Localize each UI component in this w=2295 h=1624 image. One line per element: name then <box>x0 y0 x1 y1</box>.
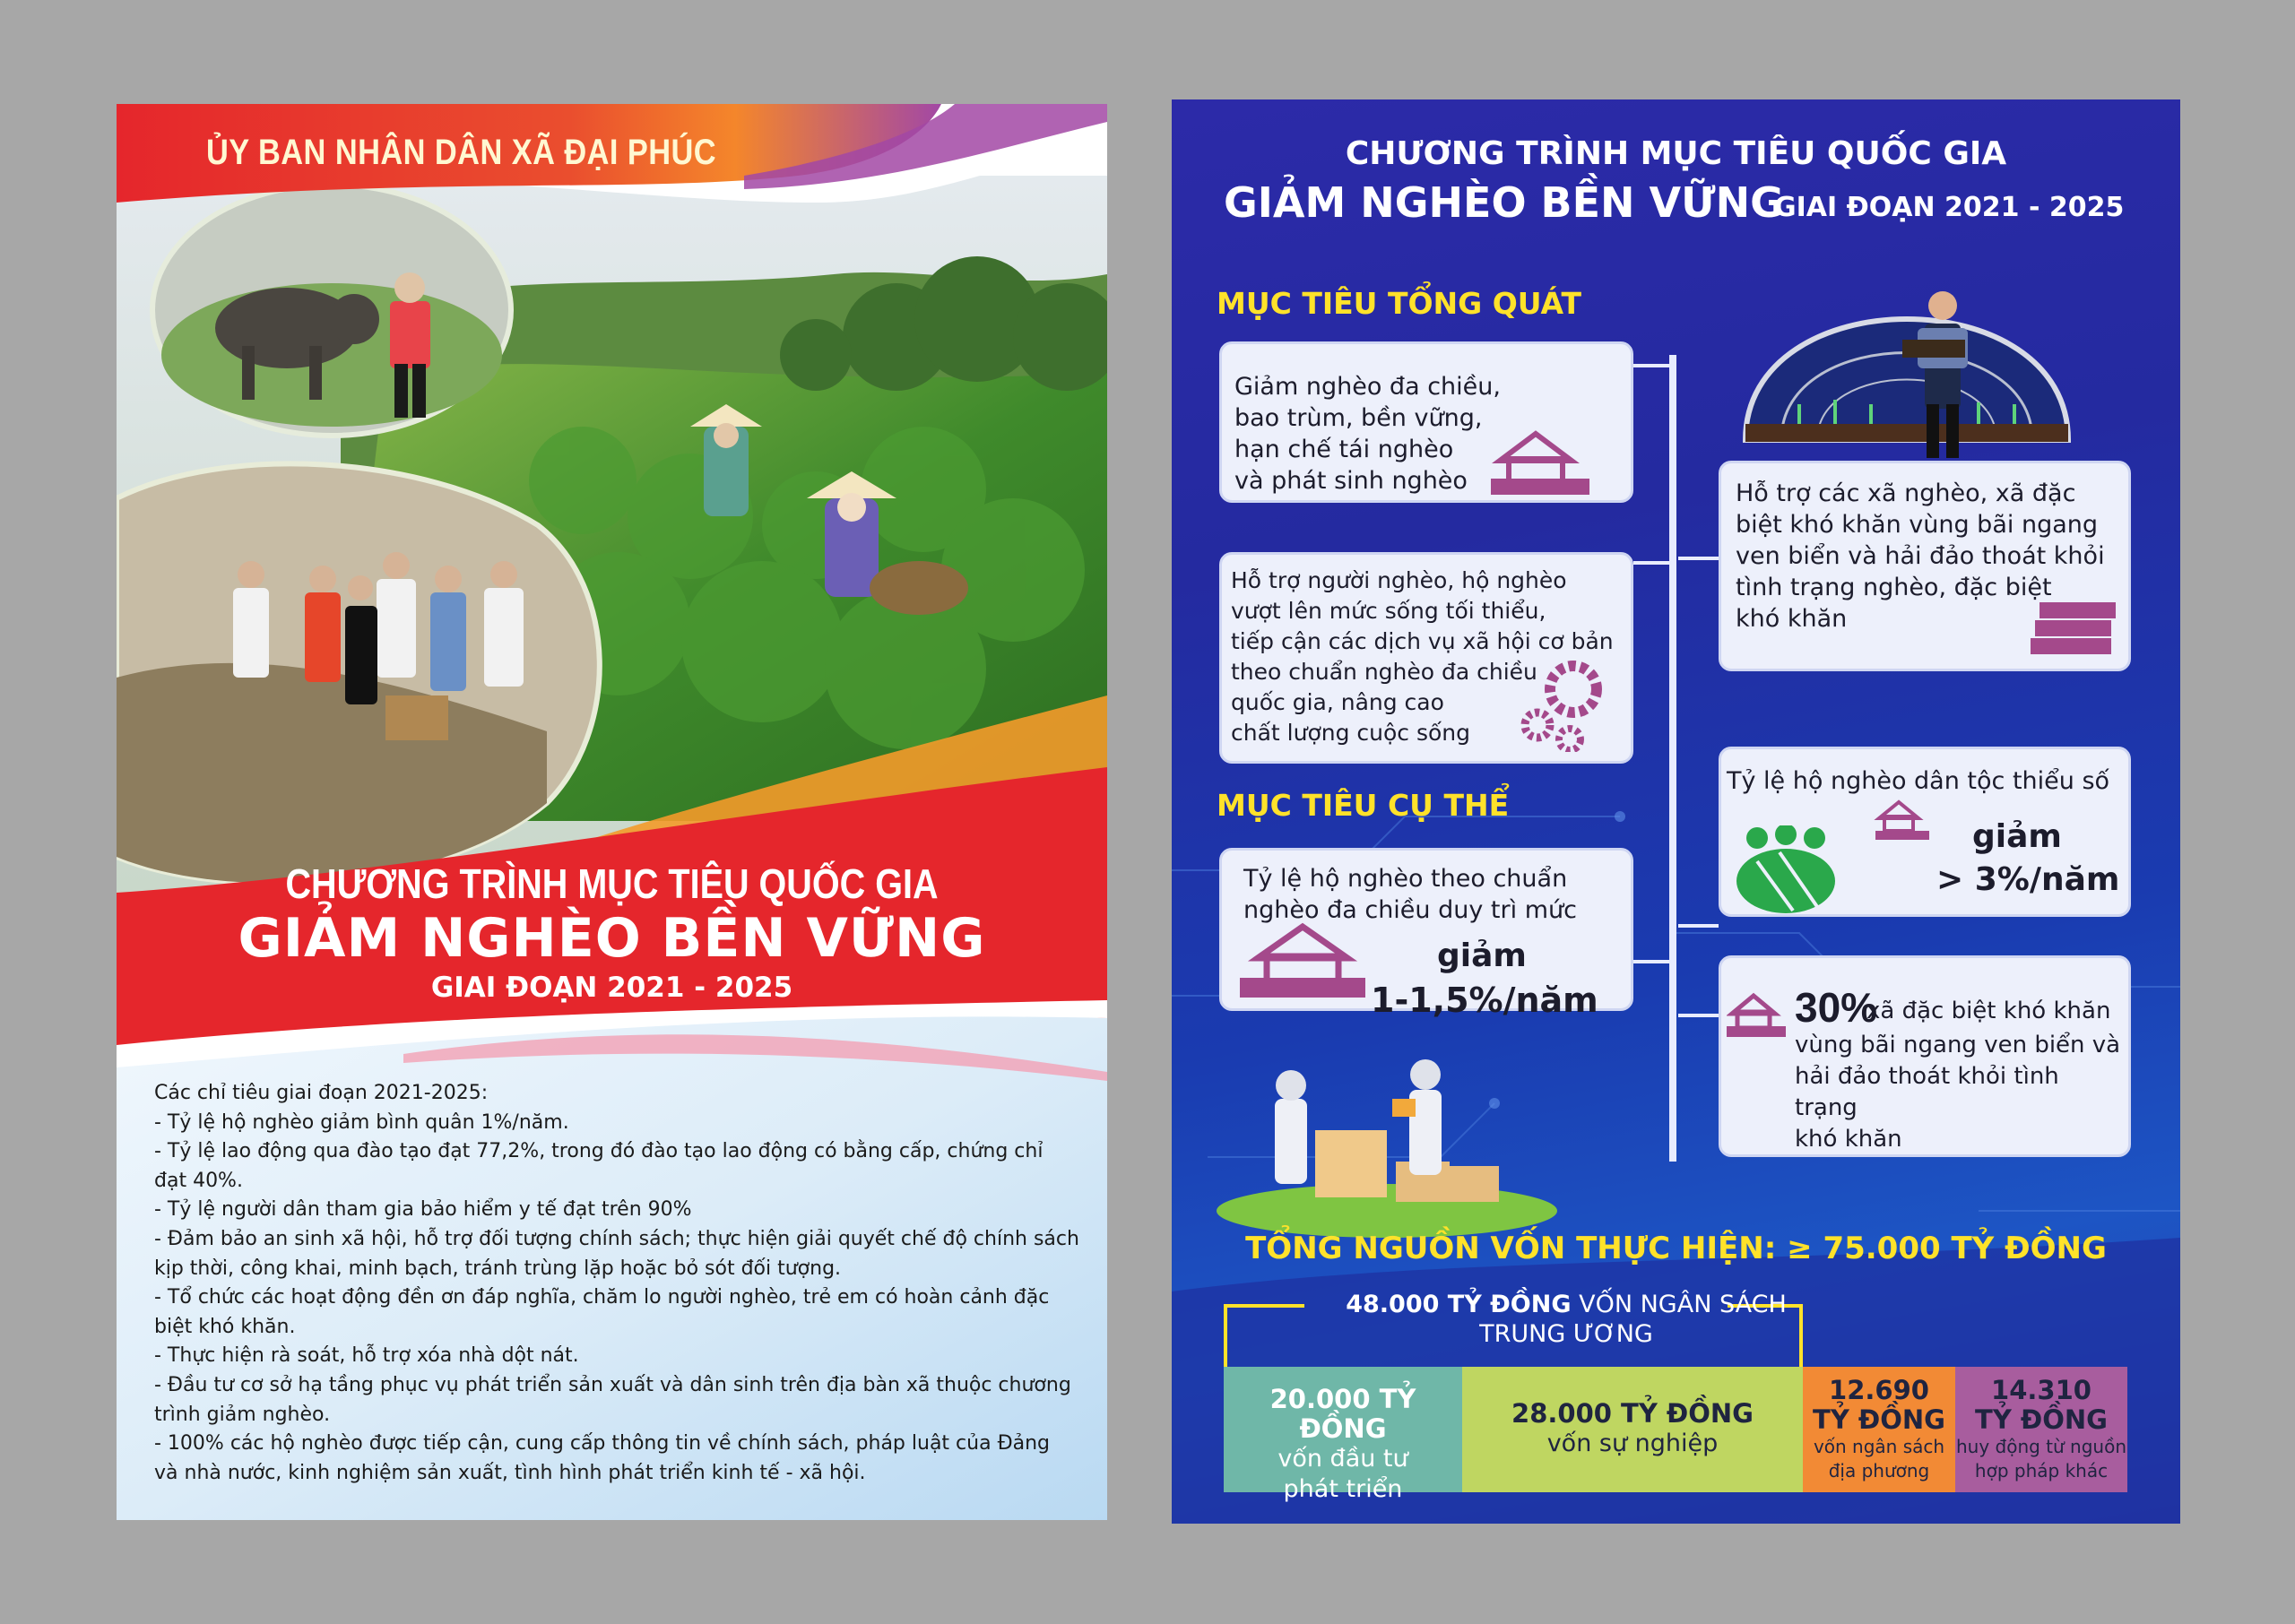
targets-line: - Thực hiện rà soát, hỗ trợ xóa nhà dột nát. <box>154 1344 579 1368</box>
targets-line: trình giảm nghèo. <box>154 1403 331 1426</box>
card-text-line: hạn chế tái nghèo <box>1234 436 1454 463</box>
specific-goal-card-3 <box>1719 955 2131 1157</box>
targets-line: kịp thời, công khai, minh bạch, tránh trùng lặp hoặc bỏ sót đối tượng. <box>154 1257 842 1280</box>
card-text-line: chất lượng cuộc sống <box>1231 720 1471 746</box>
cell-amount-unit: TỶ ĐỒNG <box>1813 1404 1945 1435</box>
card-text-line: vượt lên mức sống tối thiểu, <box>1231 598 1546 624</box>
cell-label: vốn sự nghiệp <box>1546 1430 1719 1457</box>
targets-list <box>154 1079 1082 1488</box>
card-text-line: Giảm nghèo đa chiều, <box>1234 373 1501 401</box>
specific-goal-card-1 <box>1219 848 1633 1020</box>
card-text-line: biệt khó khăn vùng bãi ngang <box>1736 511 2098 539</box>
card-text-line: quốc gia, nâng cao <box>1231 689 1444 715</box>
targets-line: Các chỉ tiêu giai đoạn 2021-2025: <box>154 1082 489 1104</box>
left-flyer <box>117 104 1107 1520</box>
targets-line: - Tỷ lệ hộ nghèo giảm bình quân 1%/năm. <box>154 1110 569 1134</box>
central-budget-label <box>1279 1290 1853 1349</box>
specific2-value: > 3%/năm <box>1936 861 2120 898</box>
card-text-line: Hỗ trợ người nghèo, hộ nghèo <box>1231 567 1567 593</box>
right-flyer <box>1172 99 2180 1524</box>
section-specific-goals: MỤC TIÊU CỤ THỂ <box>1217 788 1510 823</box>
beekeepers-illustration <box>1217 1059 1557 1238</box>
budget-cell-local <box>1803 1367 1955 1492</box>
general-goal-card-1 <box>1219 341 1633 503</box>
card-text-line: vùng bãi ngang ven biển và <box>1795 1032 2121 1058</box>
card-text <box>1243 863 1577 926</box>
organization-name: ỦY BAN NHÂN DÂN XÃ ĐẠI PHÚC <box>206 133 717 172</box>
cell-label: vốn ngân sách <box>1813 1436 1945 1457</box>
card-text-line: và phát sinh nghèo <box>1234 467 1468 495</box>
card-text-line: tiếp cận các dịch vụ xã hội cơ bản <box>1231 628 1614 654</box>
card-text-line: Hỗ trợ các xã nghèo, xã đặc <box>1736 479 2076 507</box>
card-text-line: nghèo đa chiều duy trì mức <box>1243 896 1577 924</box>
card-text <box>1234 371 1501 497</box>
specific2-label: giảm <box>1972 818 2062 855</box>
targets-line: đạt 40%. <box>154 1169 243 1192</box>
specific3-value: 30% <box>1795 984 1878 1031</box>
right-header-line2: GIẢM NGHÈO BỀN VỮNG <box>1224 178 1784 227</box>
house-icon <box>1240 922 1374 1003</box>
card-text-line: khó khăn <box>1736 605 1848 633</box>
card-text-line: Tỷ lệ hộ nghèo theo chuẩn <box>1243 865 1568 893</box>
cell-label: huy động từ nguồn <box>1955 1436 2127 1457</box>
specific1-label: giảm <box>1437 937 1527 974</box>
central-label-b: TRUNG ƯƠNG <box>1479 1320 1653 1348</box>
central-amount: 48.000 TỶ ĐỒNG <box>1346 1291 1572 1318</box>
central-label-a: VỐN NGÂN SÁCH <box>1579 1291 1787 1318</box>
cell-label: phát triển <box>1283 1475 1403 1503</box>
targets-line: biệt khó khăn. <box>154 1315 296 1338</box>
flyer-title-line1: CHƯƠNG TRÌNH MỤC TIÊU QUỐC GIA <box>285 860 939 907</box>
general-goal-card-2 <box>1219 552 1633 764</box>
targets-line: - Đảm bảo an sinh xã hội, hỗ trợ đối tượng chính sách; thực hiện giải quyết chế độ chính sách <box>154 1227 1079 1250</box>
cell-amount: 28.000 TỶ ĐỒNG <box>1511 1398 1754 1429</box>
targets-line: - Tổ chức các hoạt động đền ơn đáp nghĩa, chăm lo người nghèo, trẻ em có hoàn cảnh đặc <box>154 1286 1050 1309</box>
targets-line: - Đầu tư cơ sở hạ tầng phục vụ phát triển sản xuất và dân sinh trên địa bàn xã thuộc chương <box>154 1373 1071 1396</box>
right-header-line1: CHƯƠNG TRÌNH MỤC TIÊU QUỐC GIA <box>1345 135 2007 172</box>
card-text <box>1795 1030 2128 1155</box>
cell-amount: 20.000 TỶ ĐỒNG <box>1269 1384 1416 1444</box>
house-small-icon <box>1874 799 1936 848</box>
budget-cell-operational <box>1462 1367 1803 1492</box>
card-text-line: bao trùm, bền vững, <box>1234 404 1483 432</box>
specific1-value: 1-1,5%/năm <box>1371 980 1598 1020</box>
card-text-line: ven biển và hải đảo thoát khỏi <box>1736 542 2105 570</box>
card-text-line: theo chuẩn nghèo đa chiều <box>1231 659 1537 685</box>
house-down-icon <box>1482 416 1625 505</box>
targets-line: - Tỷ lệ người dân tham gia bảo hiểm y tế đạt trên 90% <box>154 1198 692 1222</box>
cell-label: hợp pháp khác <box>1974 1460 2109 1481</box>
people-group-icon <box>1730 825 1865 915</box>
total-budget: TỔNG NGUỒN VỐN THỰC HIỆN: ≥ 75.000 TỶ ĐỒNG <box>1245 1231 2107 1266</box>
cell-amount: 14.310 <box>1991 1375 2091 1405</box>
card-text-line: khó khăn <box>1795 1126 1902 1153</box>
specific3-text-first: xã đặc biệt khó khăn <box>1866 998 2111 1024</box>
flyer-period: GIAI ĐOẠN 2021 - 2025 <box>430 972 793 1004</box>
targets-line: - Tỷ lệ lao động qua đào tạo đạt 77,2%, trong đó đào tạo lao động có bằng cấp, chứng chỉ <box>154 1140 1044 1163</box>
money-stack-icon <box>2031 593 2125 661</box>
card-text-line: tình trạng nghèo, đặc biệt <box>1736 574 2052 601</box>
card-text-line: hải đảo thoát khỏi tình trạng <box>1795 1063 2059 1121</box>
cell-label: vốn đầu tư <box>1277 1445 1408 1473</box>
cell-label: địa phương <box>1828 1460 1930 1481</box>
house-small-icon <box>1727 992 1791 1046</box>
section-general-goals: MỤC TIÊU TỔNG QUÁT <box>1217 286 1582 321</box>
targets-line: - 100% các hộ nghèo được tiếp cận, cung cấp thông tin về chính sách, pháp luật của Đảng <box>154 1432 1051 1456</box>
targets-line: và nhà nước, kinh nghiệm sản xuất, tình hình phát triển kinh tế - xã hội. <box>154 1461 866 1484</box>
gears-icon <box>1518 653 1625 752</box>
right-header-period: GIAI ĐOẠN 2021 - 2025 <box>1774 192 2125 223</box>
cell-amount: 12.690 <box>1829 1375 1929 1405</box>
specific-goal-card-2 <box>1719 747 2131 917</box>
specific2-text: Tỷ lệ hộ nghèo dân tộc thiểu số <box>1727 767 2110 795</box>
flyer-title-line2: GIẢM NGHÈO BỀN VỮNG <box>238 907 986 970</box>
general-goal-card-3 <box>1719 461 2131 671</box>
cell-amount-unit: TỶ ĐỒNG <box>1975 1404 2108 1435</box>
budget-cell-other <box>1955 1367 2127 1492</box>
budget-cell-investment <box>1224 1367 1462 1503</box>
greenhouse-illustration <box>1745 291 2068 458</box>
